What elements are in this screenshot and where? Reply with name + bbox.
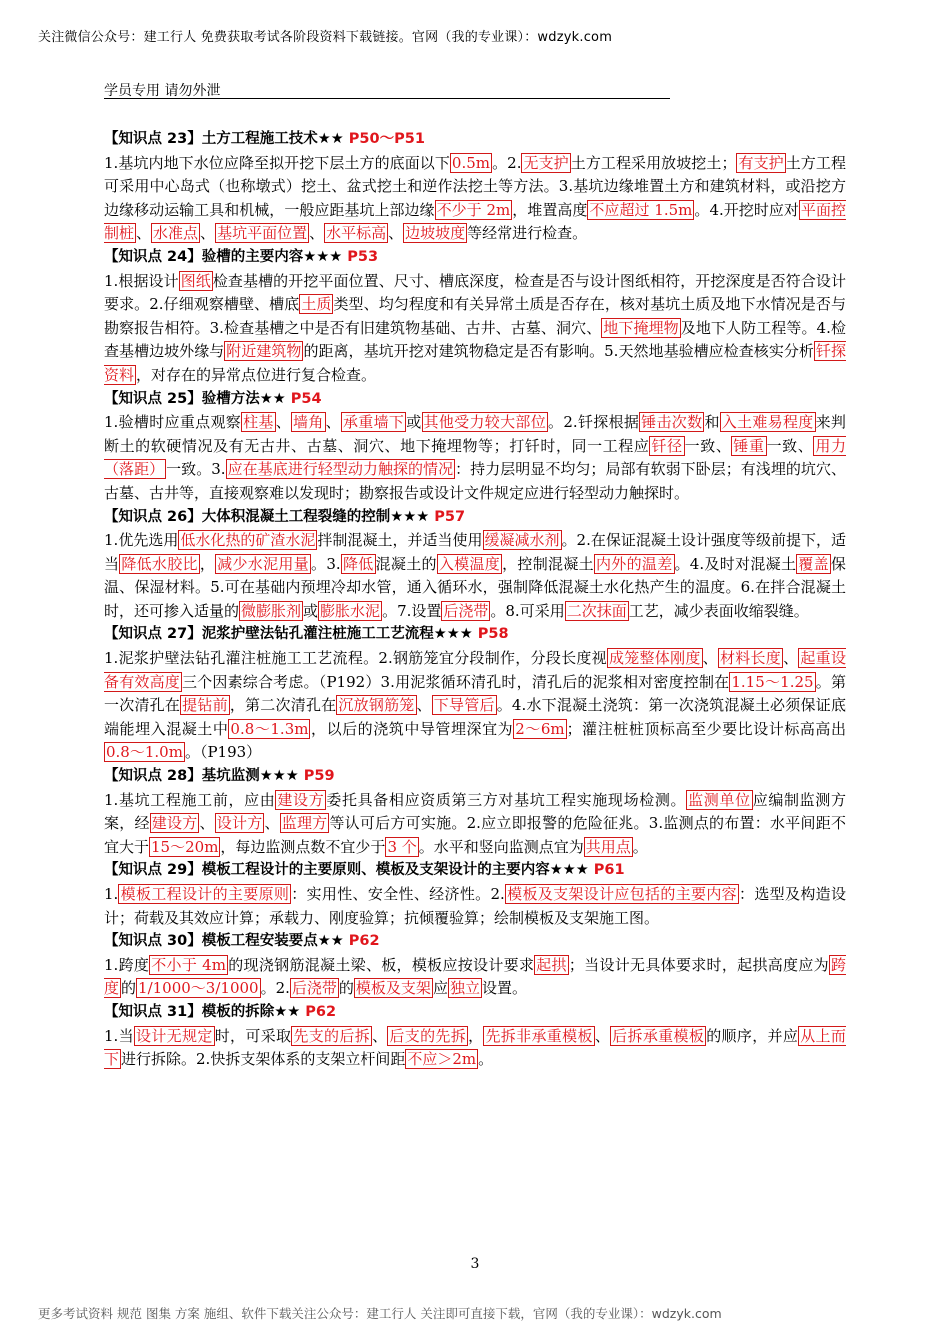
highlighted-keyword: 水平标高	[326, 224, 387, 243]
section-heading-text: 【知识点 24】验槽的主要内容★★★	[104, 248, 343, 265]
knowledge-point-body	[104, 883, 846, 930]
body-text: ，对存在的异常点位进行复合检查。	[136, 365, 377, 384]
highlighted-keyword: 设计无规定	[136, 1026, 213, 1045]
body-text: 。水平和竖向监测点宜为	[418, 837, 584, 856]
body-text: ，	[199, 554, 216, 573]
highlighted-keyword: 不应超过 1.5m	[589, 200, 693, 219]
highlighted-keyword: 应在基底进行轻型动力触探的情况	[227, 460, 454, 479]
body-text: 1.根据设计	[104, 271, 179, 290]
knowledge-point-title	[104, 930, 846, 954]
body-text: 、	[199, 814, 215, 833]
body-text: 混凝土的	[375, 554, 437, 573]
body-text: ；当设计无具体要求时，起拱高度应为	[568, 955, 829, 974]
knowledge-point-body	[104, 152, 846, 246]
body-text: ，堆置高度	[512, 200, 588, 219]
body-text: 1.当	[104, 1026, 134, 1045]
highlighted-keyword: 承重墙下	[342, 413, 405, 432]
body-text: 。7.设置	[382, 601, 442, 620]
body-text: ：选型及构造设计；荷载及其效应计算；承载力、刚度验算；抗倾覆验算；绘制模板及支架施工图。	[104, 885, 846, 927]
knowledge-point-title	[104, 859, 846, 883]
body-text: 1.跨度	[104, 955, 150, 974]
highlighted-keyword: 先拆非承重模板	[485, 1026, 593, 1045]
body-text: ：实用性、安全性、经济性。2.	[291, 885, 505, 903]
highlighted-keyword: 材料长度	[719, 649, 782, 668]
knowledge-point-body	[104, 529, 846, 623]
knowledge-point-body	[104, 647, 846, 765]
page-reference: P50～P51	[348, 131, 425, 147]
body-text: 或	[406, 413, 422, 432]
body-text: 设置。	[481, 979, 527, 998]
body-text: 类型、均匀程度和有关异常土质是否存在，核对基坑土质及地下水情况是否与勘察报告相符。3.检查基槽之中是否有旧建筑物基础、古井、古墓、洞穴、	[104, 295, 846, 337]
knowledge-point-section	[104, 1001, 846, 1072]
highlighted-keyword: 微膨胀剂	[241, 601, 302, 620]
knowledge-point-section	[104, 623, 846, 765]
body-text: 、	[702, 649, 718, 668]
knowledge-point-title	[104, 623, 846, 647]
highlighted-keyword: 低水化热的矿渣水泥	[180, 531, 316, 550]
highlighted-keyword: 锤重	[733, 436, 765, 455]
bottom-banner: 更多考试资料 规范 图集 方案 施组、软件下载关注公众号：建工行人 关注即可直接下载，官网（我的专业课）：wdzyk.com	[38, 1306, 722, 1321]
top-banner: 关注微信公众号：建工行人 免费获取考试各阶段资料下载链接。官网（我的专业课）：wdzyk.com	[38, 30, 613, 45]
body-text: 保温、保湿材料。5.可在基础内预埋冷却水管，通入循环水，强制降低混凝土水化热产生的温度。6.在拌合混凝土时，还可掺入适量的	[104, 554, 846, 620]
body-text: 。（P193）	[184, 743, 262, 762]
body-text: 土方工程可采用中心岛式（也称墩式）挖土、盆式挖土和逆作法挖土等方法。3.基坑边缘堆置土方和建筑材料，或沿挖方边缘移动运输工具和机械，一般应距基坑上部边缘	[104, 153, 846, 219]
section-heading-text: 【知识点 25】验槽方法★★	[104, 390, 286, 407]
body-text: 1.基坑工程施工前，应由	[104, 790, 276, 809]
highlighted-keyword: 钎径	[651, 436, 683, 455]
highlighted-keyword: 用力（落距）	[104, 436, 846, 479]
highlighted-keyword: 内外的温差	[595, 554, 673, 573]
highlighted-keyword: 1.15～1.25	[731, 672, 814, 691]
page-reference: P62	[305, 1003, 337, 1020]
highlighted-keyword: 后浇带	[291, 979, 337, 998]
body-text: 等经常进行检查。	[467, 224, 588, 243]
body-text: 1.验槽时应重点观察	[104, 413, 242, 432]
highlighted-keyword: 模板及支架	[355, 979, 431, 998]
body-text: 、	[372, 1026, 388, 1045]
highlighted-keyword: 覆盖	[798, 554, 829, 573]
highlighted-keyword: 跨度	[104, 955, 846, 998]
body-text: 应编制监测方案，经	[104, 790, 846, 833]
body-text: ，以后的浇筑中导管埋深宜为	[310, 719, 514, 738]
body-text: 。8.可采用	[490, 601, 565, 620]
body-text: 、	[783, 649, 799, 668]
knowledge-point-body	[104, 411, 846, 505]
highlighted-keyword: 有支护	[738, 153, 784, 172]
body-text: 应	[432, 979, 448, 998]
body-text: 。2.在保证混凝土设计强度等级前提下，适当	[104, 531, 846, 573]
highlighted-keyword: 3 个	[387, 837, 417, 856]
knowledge-point-section	[104, 930, 846, 1001]
body-text: 一致。3.	[166, 460, 226, 479]
highlighted-keyword: 监测单位	[688, 790, 751, 809]
body-text: 、	[264, 814, 280, 833]
knowledge-point-title	[104, 128, 846, 152]
body-text: 、	[136, 224, 152, 243]
knowledge-point-body	[104, 270, 846, 388]
body-text: 1.泥浆护壁法钻孔灌注桩施工工艺流程。2.钢筋笼宜分段制作，分段长度视	[104, 649, 607, 668]
body-text: 、	[594, 1026, 611, 1045]
body-text: 。3.	[311, 554, 341, 573]
highlighted-keyword: 下导管后	[433, 696, 495, 715]
highlighted-keyword: 沉放钢筋笼	[338, 696, 415, 715]
highlighted-keyword: 不应＞2m	[407, 1050, 477, 1069]
body-text: 1.基坑内地下水位应降至拟开挖下层土方的底面以下	[104, 153, 450, 172]
page-reference: P61	[593, 862, 625, 879]
body-text: ：持力层明显不均匀；局部有软弱下卧层；有浅埋的坑穴、古墓、古井等，直接观察难以发现时；勘察报告或设计文件规定应进行轻型动力触探时。	[104, 460, 846, 502]
highlighted-keyword: 起拱	[536, 955, 567, 974]
highlighted-keyword: 基坑平面位置	[217, 224, 308, 243]
page-reference: P53	[347, 248, 379, 265]
highlighted-keyword: 15～20m	[151, 837, 219, 856]
body-text: 一致、	[766, 436, 814, 455]
highlighted-keyword: 独立	[449, 979, 480, 998]
highlighted-keyword: 不小于 4m	[151, 955, 226, 974]
knowledge-point-section	[104, 765, 846, 859]
highlighted-keyword: 后浇带	[443, 601, 489, 620]
highlighted-keyword: 入土难易程度	[721, 413, 814, 432]
highlighted-keyword: 建设方	[277, 790, 325, 809]
body-text: 和	[704, 413, 720, 432]
highlighted-keyword: 地下掩埋物	[603, 318, 679, 337]
knowledge-point-section	[104, 246, 846, 388]
highlighted-keyword: 0.8～1.3m	[230, 719, 309, 738]
body-text: 。2.钎探根据	[548, 413, 640, 432]
page-number: 3	[470, 1256, 480, 1272]
highlighted-keyword: 钎探资料	[104, 342, 846, 384]
body-text: 工艺，减少表面收缩裂缝。	[628, 601, 809, 620]
highlighted-keyword: 2～6m	[515, 719, 565, 738]
body-text: 进行拆除。2.快拆支架体系的支架立杆间距	[121, 1050, 406, 1069]
knowledge-point-body	[104, 954, 846, 1001]
page-reference: P59	[303, 768, 335, 785]
body-text: 1.优先选用	[104, 531, 179, 550]
body-text: 、	[275, 413, 292, 432]
highlighted-keyword: 锤击次数	[641, 413, 703, 432]
body-text: ，每边监测点数不宜少于	[220, 837, 386, 856]
section-heading-text: 【知识点 31】模板的拆除★★	[104, 1003, 301, 1020]
highlighted-keyword: 膨胀水泥	[320, 601, 381, 620]
body-text: 。2.	[260, 979, 290, 998]
document-body	[104, 128, 846, 1072]
section-heading-text: 【知识点 28】基坑监测★★★	[104, 768, 299, 785]
body-text: 一致、	[684, 436, 732, 455]
knowledge-point-section	[104, 128, 846, 246]
section-heading-text: 【知识点 26】大体积混凝土工程裂缝的控制★★★	[104, 508, 430, 525]
page-reference: P62	[348, 933, 380, 950]
highlighted-keyword: 模板及支架设计应包括的主要内容	[506, 885, 738, 903]
knowledge-point-title	[104, 246, 846, 270]
highlighted-keyword: 起重设备有效高度	[104, 649, 846, 691]
body-text: 或	[303, 601, 319, 620]
highlighted-keyword: 无支护	[523, 153, 569, 172]
body-text: 委托具备相应资质第三方对基坑工程实施现场检测。	[326, 790, 687, 809]
knowledge-point-section	[104, 859, 846, 930]
highlighted-keyword: 附近建筑物	[226, 342, 302, 361]
highlighted-keyword: 模板工程设计的主要原则	[120, 885, 290, 903]
highlighted-keyword: 0.8～1.0m	[106, 743, 183, 762]
body-text: 。4.及时对混凝土	[674, 554, 797, 573]
highlighted-keyword: 其他受力较大部位	[423, 413, 547, 432]
body-text: ，	[468, 1026, 484, 1045]
highlighted-keyword: 二次抹面	[566, 601, 627, 620]
section-heading-text: 【知识点 23】土方工程施工技术★★	[104, 131, 344, 147]
highlighted-keyword: 不少于 2m	[436, 200, 511, 219]
body-text: ，控制混凝土	[502, 554, 594, 573]
knowledge-point-title	[104, 1001, 846, 1025]
body-text: 、	[200, 224, 216, 243]
highlighted-keyword: 成笼整体刚度	[608, 649, 701, 668]
highlighted-keyword: 土质	[301, 295, 332, 314]
highlighted-keyword: 提钻前	[182, 696, 228, 715]
page-reference: P57	[434, 508, 466, 525]
knowledge-point-title	[104, 506, 846, 530]
knowledge-point-title	[104, 388, 846, 412]
knowledge-point-title	[104, 765, 846, 789]
body-text: 1.	[104, 885, 119, 903]
knowledge-point-section	[104, 506, 846, 624]
highlighted-keyword: 减少水泥用量	[217, 554, 310, 573]
highlighted-keyword: 0.5m	[451, 153, 491, 172]
body-text: 的	[338, 979, 354, 998]
highlighted-keyword: 入模温度	[438, 554, 501, 573]
body-text: 、	[309, 224, 325, 243]
body-text: 的顺序，并应	[706, 1026, 799, 1045]
body-text: 拌制混凝土，并适当使用	[317, 531, 483, 550]
body-text: 的现浇钢筋混凝土梁、板，模板应按设计要求	[227, 955, 535, 974]
body-text: 等认可后方可实施。2.应立即报警的危险征兆。3.监测点的布置：水平间距不宜大于	[104, 814, 846, 856]
highlighted-keyword: 从上而下	[104, 1026, 846, 1069]
highlighted-keyword: 后拆承重模板	[612, 1026, 705, 1045]
highlighted-keyword: 边坡坡度	[405, 224, 466, 243]
body-text: 三个因素综合考虑。（P192）3.用泥浆循环清孔时，清孔后的泥浆相对密度控制在	[181, 672, 730, 691]
body-text: 、	[325, 413, 341, 432]
knowledge-point-body	[104, 1025, 846, 1072]
body-text: 。2.	[492, 153, 522, 172]
highlighted-keyword: 1/1000～3/1000	[138, 979, 259, 998]
section-heading-text: 【知识点 30】模板工程安装要点★★	[104, 933, 344, 950]
body-text: 。	[478, 1050, 494, 1069]
body-text: 及地下人防工程等。4.检查基槽边坡外缘与	[104, 318, 846, 361]
body-text: 。4.水下混凝土浇筑：第一次浇筑混凝土必须保证底端能埋入混凝土中	[104, 696, 846, 738]
section-heading-text: 【知识点 29】模板工程设计的主要原则、模板及支架设计的主要内容★★★	[104, 862, 589, 879]
body-text: ，第二次清孔在	[229, 696, 337, 715]
highlighted-keyword: 墙角	[293, 413, 324, 432]
body-text: 的	[121, 979, 137, 998]
highlighted-keyword: 平面控制桩	[104, 200, 846, 243]
body-text: 、	[388, 224, 404, 243]
body-text: ；灌注桩桩顶标高至少要比设计标高高出	[566, 719, 846, 738]
page-reference: P58	[477, 626, 509, 643]
header-note: 学员专用 请勿外泄	[104, 83, 221, 99]
highlighted-keyword: 建设方	[151, 814, 198, 833]
highlighted-keyword: 图纸	[180, 271, 211, 290]
page-reference: P54	[290, 390, 322, 407]
header-divider	[104, 98, 670, 99]
highlighted-keyword: 共用点	[585, 837, 631, 856]
body-text: 的距离，基坑开挖对建筑物稳定是否有影响。5.天然地基验槽应检查核实分析	[303, 342, 814, 361]
highlighted-keyword: 监理方	[281, 814, 328, 833]
body-text: 。4.开挖时应对	[694, 200, 799, 219]
highlighted-keyword: 降低	[342, 554, 374, 573]
body-text: 时，可采取	[214, 1026, 292, 1045]
body-text: 检查基槽的开挖平面位置、尺寸、槽底深度，检查是否与设计图纸相符，开挖深度是否符合设计要求。2.仔细观察槽壁、槽底	[104, 271, 846, 314]
body-text: 来判断土的软硬情况及有无古井、古墓、洞穴、地下掩埋物等；打钎时，同一工程应	[104, 413, 846, 455]
knowledge-point-section	[104, 388, 846, 506]
body-text: 土方工程采用放坡挖土；	[570, 153, 737, 172]
highlighted-keyword: 先支的后拆	[293, 1026, 371, 1045]
body-text: 。第一次清孔在	[104, 672, 846, 715]
highlighted-keyword: 设计方	[216, 814, 263, 833]
highlighted-keyword: 降低水胶比	[121, 554, 198, 573]
body-text: 。	[632, 837, 648, 856]
knowledge-point-body	[104, 789, 846, 860]
highlighted-keyword: 缓凝减水剂	[484, 531, 560, 550]
highlighted-keyword: 水准点	[153, 224, 199, 243]
highlighted-keyword: 柱基	[243, 413, 274, 432]
section-heading-text: 【知识点 27】泥浆护壁法钻孔灌注桩施工工艺流程★★★	[104, 626, 473, 643]
highlighted-keyword: 后支的先拆	[389, 1026, 467, 1045]
body-text: 、	[416, 696, 432, 715]
